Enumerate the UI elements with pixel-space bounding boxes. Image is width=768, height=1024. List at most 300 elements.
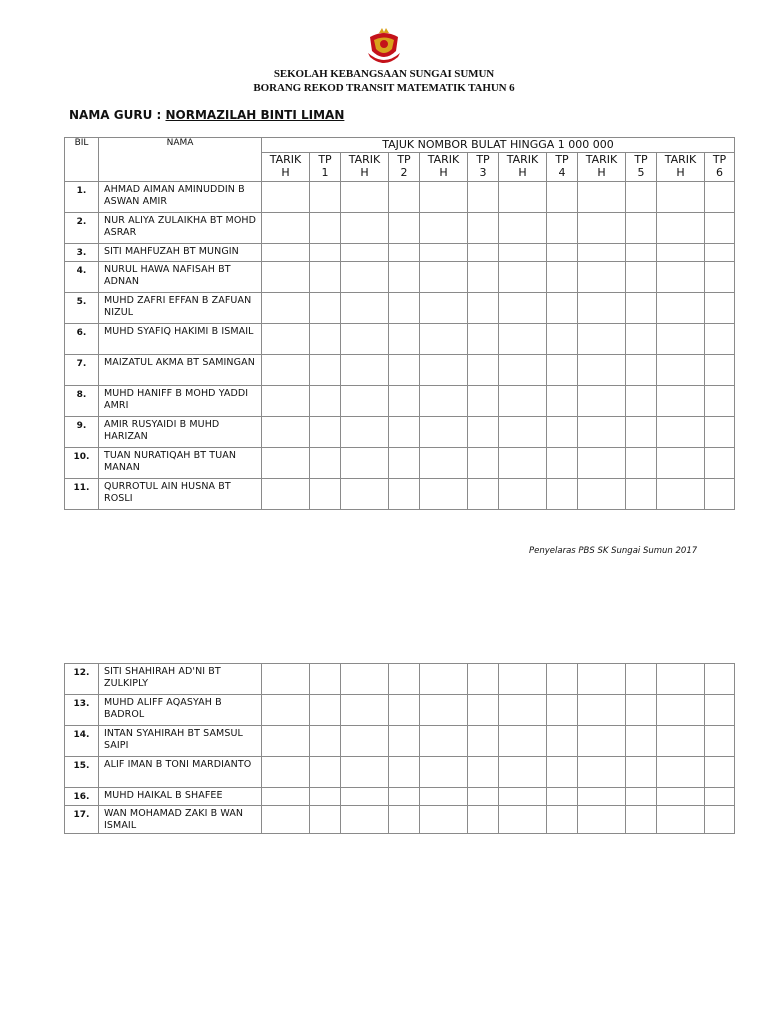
tarikh-cell[interactable]: [262, 355, 310, 386]
tp-cell[interactable]: [705, 386, 735, 417]
tarikh-cell[interactable]: [499, 386, 547, 417]
sub-header-line2: H: [597, 166, 606, 179]
sub-header-line2: 5: [637, 166, 645, 179]
tarikh-cell[interactable]: [499, 788, 547, 806]
tarikh-cell[interactable]: [499, 262, 547, 293]
student-name: MUHD HAIKAL B SHAFEE: [99, 788, 262, 806]
tarikh-cell[interactable]: [262, 244, 310, 262]
tarikh-cell[interactable]: [420, 293, 468, 324]
tarikh-cell[interactable]: [578, 262, 626, 293]
tp-cell[interactable]: [626, 262, 657, 293]
school-crest-logo: [366, 27, 402, 65]
tp-cell[interactable]: [389, 479, 420, 510]
row-number: 14.: [65, 726, 99, 757]
tp-cell[interactable]: [310, 182, 341, 213]
tp-cell[interactable]: [547, 417, 578, 448]
tp-cell[interactable]: [310, 244, 341, 262]
tarikh-cell[interactable]: [657, 386, 705, 417]
tarikh-cell[interactable]: [262, 479, 310, 510]
tarikh-cell[interactable]: [262, 417, 310, 448]
sub-header-line2: H: [281, 166, 290, 179]
tarikh-cell[interactable]: [657, 182, 705, 213]
tarikh-cell[interactable]: [262, 726, 310, 757]
tarikh-cell[interactable]: [420, 664, 468, 695]
sub-header-line2: H: [360, 166, 369, 179]
tp-cell[interactable]: [626, 244, 657, 262]
tarikh-cell[interactable]: [578, 726, 626, 757]
tp-cell[interactable]: [547, 695, 578, 726]
tarikh-cell[interactable]: [341, 182, 389, 213]
tarikh-cell[interactable]: [657, 448, 705, 479]
tp-cell[interactable]: [468, 806, 499, 834]
sub-header-tarikh-5: [578, 153, 626, 182]
teacher-label: NAMA GURU :: [69, 108, 162, 122]
row-number: 9.: [65, 417, 99, 448]
tp-cell[interactable]: [547, 293, 578, 324]
tp-cell[interactable]: [547, 479, 578, 510]
tarikh-cell[interactable]: [341, 695, 389, 726]
tp-cell[interactable]: [310, 386, 341, 417]
tp-cell[interactable]: [389, 417, 420, 448]
tarikh-cell[interactable]: [341, 664, 389, 695]
tarikh-cell[interactable]: [657, 244, 705, 262]
tp-cell[interactable]: [310, 757, 341, 788]
tp-cell[interactable]: [389, 182, 420, 213]
tarikh-cell[interactable]: [499, 324, 547, 355]
tarikh-cell[interactable]: [657, 262, 705, 293]
tp-cell[interactable]: [468, 262, 499, 293]
student-name: ALIF IMAN B TONI MARDIANTO: [99, 757, 262, 788]
student-name: AHMAD AIMAN AMINUDDIN B ASWAN AMIR: [99, 182, 262, 213]
student-name: SITI SHAHIRAH AD'NI BT ZULKIPLY: [99, 664, 262, 695]
tarikh-cell[interactable]: [420, 448, 468, 479]
tarikh-cell[interactable]: [578, 417, 626, 448]
tp-cell[interactable]: [547, 726, 578, 757]
tarikh-cell[interactable]: [578, 213, 626, 244]
tp-cell[interactable]: [547, 448, 578, 479]
tp-cell[interactable]: [468, 726, 499, 757]
tp-cell[interactable]: [705, 788, 735, 806]
tp-cell[interactable]: [389, 726, 420, 757]
tp-cell[interactable]: [626, 213, 657, 244]
tp-cell[interactable]: [389, 757, 420, 788]
tarikh-cell[interactable]: [341, 448, 389, 479]
tarikh-cell[interactable]: [420, 417, 468, 448]
tarikh-cell[interactable]: [657, 324, 705, 355]
tarikh-cell[interactable]: [578, 695, 626, 726]
tp-cell[interactable]: [310, 664, 341, 695]
tp-cell[interactable]: [547, 182, 578, 213]
tp-cell[interactable]: [310, 695, 341, 726]
sub-header-tarikh-3: [420, 153, 468, 182]
sub-header-line2: 4: [558, 166, 566, 179]
tarikh-cell[interactable]: [420, 355, 468, 386]
row-number: 1.: [65, 182, 99, 213]
tp-cell[interactable]: [389, 262, 420, 293]
school-name: SEKOLAH KEBANGSAAN SUNGAI SUMUN: [273, 68, 495, 80]
tp-cell[interactable]: [626, 479, 657, 510]
tarikh-cell[interactable]: [499, 664, 547, 695]
tp-cell[interactable]: [705, 448, 735, 479]
row-number: 4.: [65, 262, 99, 293]
table-row: [65, 324, 735, 355]
tp-cell[interactable]: [468, 479, 499, 510]
tp-cell[interactable]: [468, 788, 499, 806]
tarikh-cell[interactable]: [499, 213, 547, 244]
tp-cell[interactable]: [626, 324, 657, 355]
tp-cell[interactable]: [626, 448, 657, 479]
sub-header-line1: TARIK: [585, 153, 618, 166]
tarikh-cell[interactable]: [657, 664, 705, 695]
tp-cell[interactable]: [468, 695, 499, 726]
table-row: [65, 355, 735, 386]
sub-header-line1: TARIK: [664, 153, 697, 166]
tp-cell[interactable]: [310, 355, 341, 386]
tp-cell[interactable]: [468, 448, 499, 479]
tarikh-cell[interactable]: [499, 726, 547, 757]
tarikh-cell[interactable]: [499, 695, 547, 726]
tarikh-cell[interactable]: [578, 324, 626, 355]
sub-header-line2: 1: [321, 166, 329, 179]
student-name: NUR ALIYA ZULAIKHA BT MOHD ASRAR: [99, 213, 262, 244]
tarikh-cell[interactable]: [657, 417, 705, 448]
col-header-bil: BIL: [65, 138, 99, 182]
tp-cell[interactable]: [626, 293, 657, 324]
sub-header-line2: 6: [716, 166, 723, 179]
table-row: [65, 417, 735, 448]
tarikh-cell[interactable]: [578, 386, 626, 417]
sub-header-line2: H: [676, 166, 685, 179]
tp-cell[interactable]: [389, 788, 420, 806]
tarikh-cell[interactable]: [499, 182, 547, 213]
tarikh-cell[interactable]: [341, 417, 389, 448]
sub-header-line1: TP: [476, 153, 490, 166]
teacher-name: NORMAZILAH BINTI LIMAN: [165, 108, 345, 122]
tarikh-cell[interactable]: [262, 788, 310, 806]
tarikh-cell[interactable]: [657, 806, 705, 834]
tp-cell[interactable]: [626, 355, 657, 386]
tarikh-cell[interactable]: [499, 244, 547, 262]
tarikh-cell[interactable]: [420, 757, 468, 788]
sub-header-line2: 2: [400, 166, 408, 179]
row-number: 10.: [65, 448, 99, 479]
sub-header-tp-5: [626, 153, 657, 182]
table-row: [65, 244, 735, 262]
row-number: 17.: [65, 806, 99, 834]
tp-cell[interactable]: [626, 664, 657, 695]
sub-header-tp-4: [547, 153, 578, 182]
tarikh-cell[interactable]: [341, 757, 389, 788]
row-number: 16.: [65, 788, 99, 806]
tarikh-cell[interactable]: [262, 806, 310, 834]
table-row: [65, 726, 735, 757]
tarikh-cell[interactable]: [657, 355, 705, 386]
tarikh-cell[interactable]: [262, 757, 310, 788]
tp-cell[interactable]: [310, 293, 341, 324]
tarikh-cell[interactable]: [420, 726, 468, 757]
tarikh-cell[interactable]: [578, 182, 626, 213]
tarikh-cell[interactable]: [578, 244, 626, 262]
tarikh-cell[interactable]: [499, 806, 547, 834]
tarikh-cell[interactable]: [657, 726, 705, 757]
table-row: [65, 262, 735, 293]
sub-header-tp-1: [310, 153, 341, 182]
tp-cell[interactable]: [389, 695, 420, 726]
sub-header-line1: TP: [555, 153, 569, 166]
tarikh-cell[interactable]: [341, 244, 389, 262]
row-number: 8.: [65, 386, 99, 417]
tp-cell[interactable]: [705, 324, 735, 355]
tarikh-cell[interactable]: [578, 293, 626, 324]
coordinator-note: Penyelaras PBS SK Sungai Sumun 2017: [529, 546, 698, 556]
tarikh-cell[interactable]: [420, 244, 468, 262]
tarikh-cell[interactable]: [578, 757, 626, 788]
tp-cell[interactable]: [389, 448, 420, 479]
tp-cell[interactable]: [389, 244, 420, 262]
sub-header-line1: TARIK: [269, 153, 302, 166]
tp-cell[interactable]: [626, 788, 657, 806]
tp-cell[interactable]: [705, 355, 735, 386]
table-row: [65, 757, 735, 788]
tarikh-cell[interactable]: [262, 324, 310, 355]
sub-header-tarikh-2: [341, 153, 389, 182]
tarikh-cell[interactable]: [578, 355, 626, 386]
tp-cell[interactable]: [389, 324, 420, 355]
tp-cell[interactable]: [468, 213, 499, 244]
tp-cell[interactable]: [310, 262, 341, 293]
tarikh-cell[interactable]: [262, 213, 310, 244]
tp-cell[interactable]: [547, 757, 578, 788]
sub-header-tp-2: [389, 153, 420, 182]
tarikh-cell[interactable]: [578, 479, 626, 510]
tarikh-cell[interactable]: [657, 695, 705, 726]
tarikh-cell[interactable]: [262, 293, 310, 324]
tp-cell[interactable]: [310, 726, 341, 757]
col-header-nama: NAMA: [99, 138, 262, 182]
teacher-line: [69, 108, 344, 122]
tarikh-cell[interactable]: [420, 788, 468, 806]
sub-header-tp-3: [468, 153, 499, 182]
tp-cell[interactable]: [547, 664, 578, 695]
student-name: SITI MAHFUZAH BT MUNGIN: [99, 244, 262, 262]
tarikh-cell[interactable]: [499, 355, 547, 386]
tp-cell[interactable]: [626, 417, 657, 448]
tarikh-cell[interactable]: [657, 788, 705, 806]
tp-cell[interactable]: [310, 213, 341, 244]
tp-cell[interactable]: [626, 726, 657, 757]
tarikh-cell[interactable]: [499, 293, 547, 324]
tp-cell[interactable]: [705, 182, 735, 213]
tp-cell[interactable]: [547, 355, 578, 386]
tarikh-cell[interactable]: [657, 479, 705, 510]
tp-cell[interactable]: [389, 386, 420, 417]
tarikh-cell[interactable]: [420, 182, 468, 213]
tp-cell[interactable]: [389, 293, 420, 324]
sub-header-line2: H: [439, 166, 448, 179]
student-name: AMIR RUSYAIDI B MUHD HARIZAN: [99, 417, 262, 448]
tarikh-cell[interactable]: [420, 262, 468, 293]
tarikh-cell[interactable]: [341, 355, 389, 386]
tarikh-cell[interactable]: [262, 448, 310, 479]
tarikh-cell[interactable]: [499, 448, 547, 479]
tarikh-cell[interactable]: [499, 417, 547, 448]
sub-header-line1: TP: [318, 153, 332, 166]
table-row: [65, 788, 735, 806]
row-number: 13.: [65, 695, 99, 726]
tp-cell[interactable]: [310, 806, 341, 834]
tp-cell[interactable]: [705, 757, 735, 788]
sub-header-tp-6: [705, 153, 735, 182]
tarikh-cell[interactable]: [341, 213, 389, 244]
tp-cell[interactable]: [547, 788, 578, 806]
tp-cell[interactable]: [468, 757, 499, 788]
tarikh-cell[interactable]: [420, 386, 468, 417]
tp-cell[interactable]: [468, 386, 499, 417]
tp-cell[interactable]: [468, 355, 499, 386]
tp-cell[interactable]: [468, 324, 499, 355]
tarikh-cell[interactable]: [341, 806, 389, 834]
sub-header-line1: TP: [712, 153, 727, 166]
sub-header-line1: TP: [397, 153, 411, 166]
tarikh-cell[interactable]: [262, 262, 310, 293]
tarikh-cell[interactable]: [578, 788, 626, 806]
topic-header: TAJUK NOMBOR BULAT HINGGA 1 000 000: [262, 138, 735, 153]
student-name: INTAN SYAHIRAH BT SAMSUL SAIPI: [99, 726, 262, 757]
tarikh-cell[interactable]: [578, 448, 626, 479]
tarikh-cell[interactable]: [341, 788, 389, 806]
tp-cell[interactable]: [626, 695, 657, 726]
tp-cell[interactable]: [310, 417, 341, 448]
tp-cell[interactable]: [547, 262, 578, 293]
form-title: BORANG REKOD TRANSIT MATEMATIK TAHUN 6: [253, 82, 515, 94]
sub-header-line2: 3: [479, 166, 487, 179]
tarikh-cell[interactable]: [657, 213, 705, 244]
tarikh-cell[interactable]: [341, 262, 389, 293]
sub-header-line1: TARIK: [506, 153, 539, 166]
table-row: [65, 664, 735, 695]
tp-cell[interactable]: [389, 213, 420, 244]
tarikh-cell[interactable]: [657, 293, 705, 324]
student-name: NURUL HAWA NAFISAH BT ADNAN: [99, 262, 262, 293]
tp-cell[interactable]: [705, 664, 735, 695]
tp-cell[interactable]: [705, 726, 735, 757]
tp-cell[interactable]: [310, 448, 341, 479]
tp-cell[interactable]: [626, 757, 657, 788]
table-row: [65, 386, 735, 417]
tp-cell[interactable]: [468, 293, 499, 324]
tarikh-cell[interactable]: [262, 182, 310, 213]
sub-header-line1: TARIK: [427, 153, 460, 166]
tp-cell[interactable]: [468, 182, 499, 213]
tarikh-cell[interactable]: [341, 386, 389, 417]
tarikh-cell[interactable]: [341, 293, 389, 324]
tp-cell[interactable]: [626, 182, 657, 213]
table-row: [65, 293, 735, 324]
student-name: MUHD HANIFF B MOHD YADDI AMRI: [99, 386, 262, 417]
tp-cell[interactable]: [547, 386, 578, 417]
tarikh-cell[interactable]: [578, 806, 626, 834]
student-name: TUAN NURATIQAH BT TUAN MANAN: [99, 448, 262, 479]
tarikh-cell[interactable]: [420, 806, 468, 834]
sub-header-line2: H: [518, 166, 527, 179]
tp-cell[interactable]: [626, 386, 657, 417]
sub-header-line1: TP: [634, 153, 648, 166]
tarikh-cell[interactable]: [657, 757, 705, 788]
student-name: MAIZATUL AKMA BT SAMINGAN: [99, 355, 262, 386]
student-name: QURROTUL AIN HUSNA BT ROSLI: [99, 479, 262, 510]
tp-cell[interactable]: [705, 695, 735, 726]
tp-cell[interactable]: [547, 213, 578, 244]
tp-cell[interactable]: [468, 244, 499, 262]
sub-header-tarikh-1: [262, 153, 310, 182]
row-number: 2.: [65, 213, 99, 244]
tarikh-cell[interactable]: [420, 324, 468, 355]
tarikh-cell[interactable]: [262, 386, 310, 417]
tp-cell[interactable]: [310, 479, 341, 510]
tarikh-cell[interactable]: [341, 324, 389, 355]
tp-cell[interactable]: [389, 355, 420, 386]
row-number: 3.: [65, 244, 99, 262]
tp-cell[interactable]: [626, 806, 657, 834]
tp-cell[interactable]: [705, 479, 735, 510]
tp-cell[interactable]: [547, 324, 578, 355]
tp-cell[interactable]: [468, 417, 499, 448]
sub-header-tarikh-4: [499, 153, 547, 182]
table-row: [65, 695, 735, 726]
table-row: [65, 182, 735, 213]
tp-cell[interactable]: [310, 324, 341, 355]
tarikh-cell[interactable]: [499, 757, 547, 788]
student-name: MUHD SYAFIQ HAKIMI B ISMAIL: [99, 324, 262, 355]
tp-cell[interactable]: [310, 788, 341, 806]
sub-header-tarikh-6: [657, 153, 705, 182]
row-number: 5.: [65, 293, 99, 324]
tp-cell[interactable]: [705, 244, 735, 262]
student-name: MUHD ALIFF AQASYAH B BADROL: [99, 695, 262, 726]
tp-cell[interactable]: [547, 244, 578, 262]
tarikh-cell[interactable]: [341, 726, 389, 757]
tarikh-cell[interactable]: [341, 479, 389, 510]
tp-cell[interactable]: [389, 664, 420, 695]
student-name: MUHD ZAFRI EFFAN B ZAFUAN NIZUL: [99, 293, 262, 324]
tp-cell[interactable]: [705, 806, 735, 834]
tarikh-cell[interactable]: [578, 664, 626, 695]
table-row: [65, 448, 735, 479]
record-table-part2: [64, 663, 735, 834]
table-row: [65, 806, 735, 834]
row-number: 6.: [65, 324, 99, 355]
tarikh-cell[interactable]: [420, 213, 468, 244]
tarikh-cell[interactable]: [262, 695, 310, 726]
tp-cell[interactable]: [705, 213, 735, 244]
tp-cell[interactable]: [705, 262, 735, 293]
tarikh-cell[interactable]: [420, 479, 468, 510]
tp-cell[interactable]: [705, 293, 735, 324]
table-row: [65, 213, 735, 244]
tp-cell[interactable]: [389, 806, 420, 834]
tp-cell[interactable]: [705, 417, 735, 448]
tarikh-cell[interactable]: [420, 695, 468, 726]
student-name: WAN MOHAMAD ZAKI B WAN ISMAIL: [99, 806, 262, 834]
tp-cell[interactable]: [547, 806, 578, 834]
tp-cell[interactable]: [468, 664, 499, 695]
table-row: [65, 479, 735, 510]
row-number: 11.: [65, 479, 99, 510]
row-number: 12.: [65, 664, 99, 695]
tarikh-cell[interactable]: [499, 479, 547, 510]
tarikh-cell[interactable]: [262, 664, 310, 695]
sub-header-line1: TARIK: [348, 153, 381, 166]
